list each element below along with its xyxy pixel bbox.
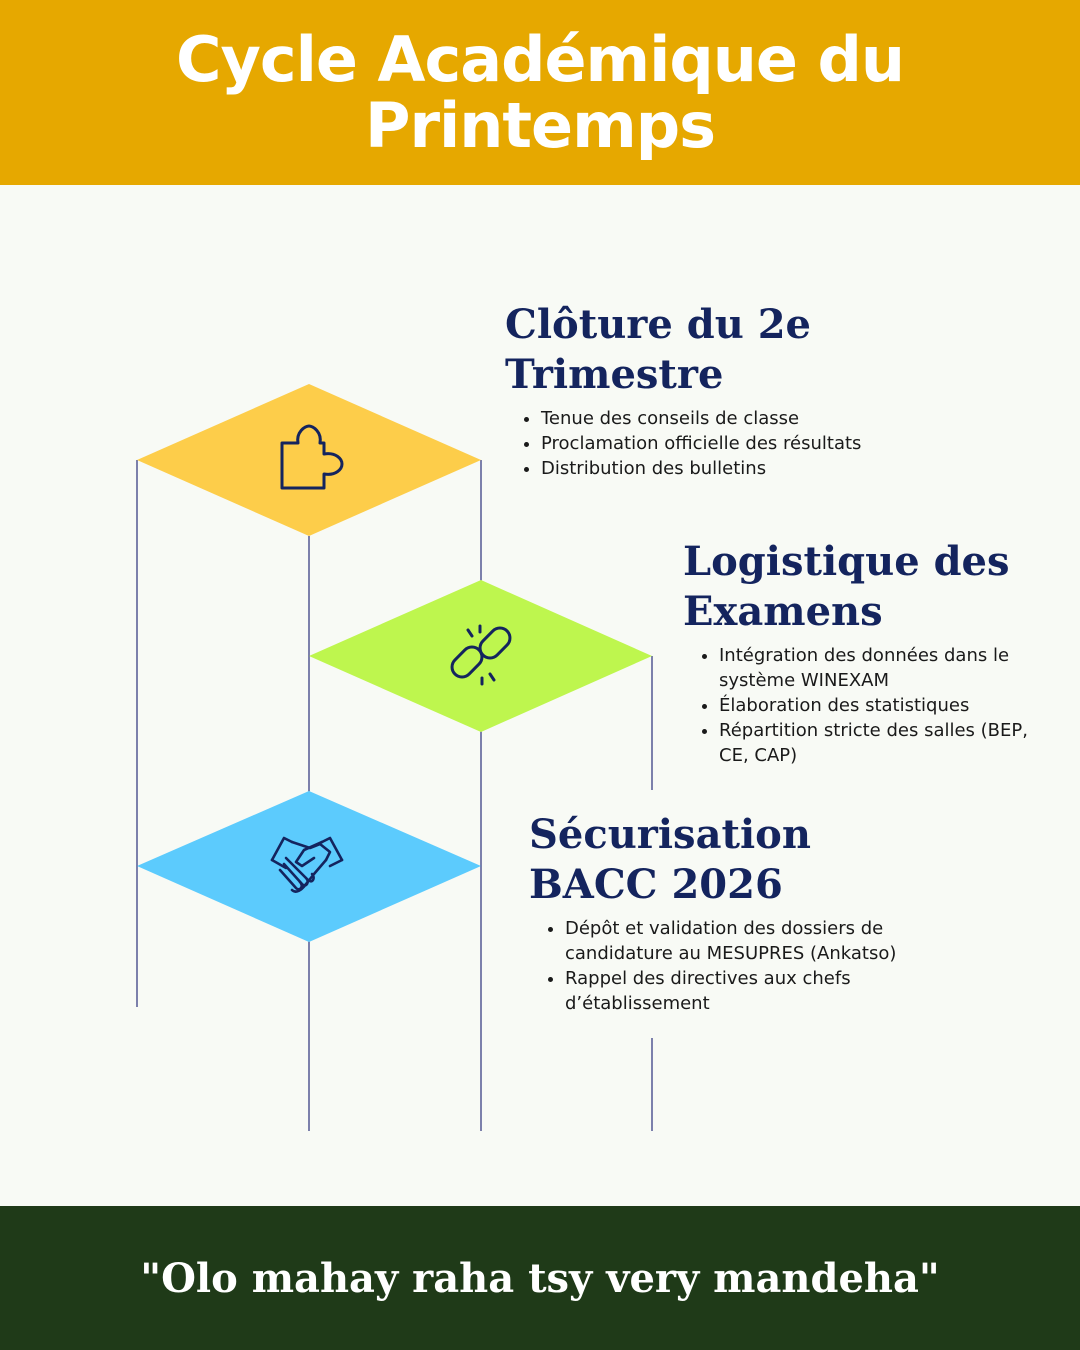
step-3 [529,810,949,1016]
step-2-title: Logistique des Examens [683,538,1010,635]
step-2 [683,537,1043,768]
step-2-list [683,643,1043,768]
step-1-title: Clôture du 2e Trimestre [505,301,811,398]
step-1 [505,300,865,481]
footer-quote: "Olo mahay raha tsy very mandeha" [140,1254,940,1302]
list-item: • Distribution des bulletins [541,456,865,481]
step-1-diamond [137,384,481,536]
list-item: • Intégration des données dans le système WINEXAM [719,643,1043,693]
list-item: • Élaboration des statistiques [719,693,1043,718]
footer-banner [0,1206,1080,1350]
list-item: • Répartition stricte des salles (BEP, CE, CAP) [719,718,1043,768]
step-1-list [505,406,865,481]
page-title: Cycle Académique du Printemps [175,22,905,162]
list-item: • Dépôt et validation des dossiers de candidature au MESUPRES (Ankatso) [565,916,949,966]
step-3-list [529,916,949,1016]
step-3-diamond [137,791,481,942]
list-item: • Proclamation officielle des résultats [541,431,865,456]
list-item: • Tenue des conseils de classe [541,406,865,431]
list-item: • Rappel des directives aux chefs d’établissement [565,966,949,1016]
connector-lines [137,460,652,1131]
step-3-title: Sécurisation BACC 2026 [529,811,811,908]
